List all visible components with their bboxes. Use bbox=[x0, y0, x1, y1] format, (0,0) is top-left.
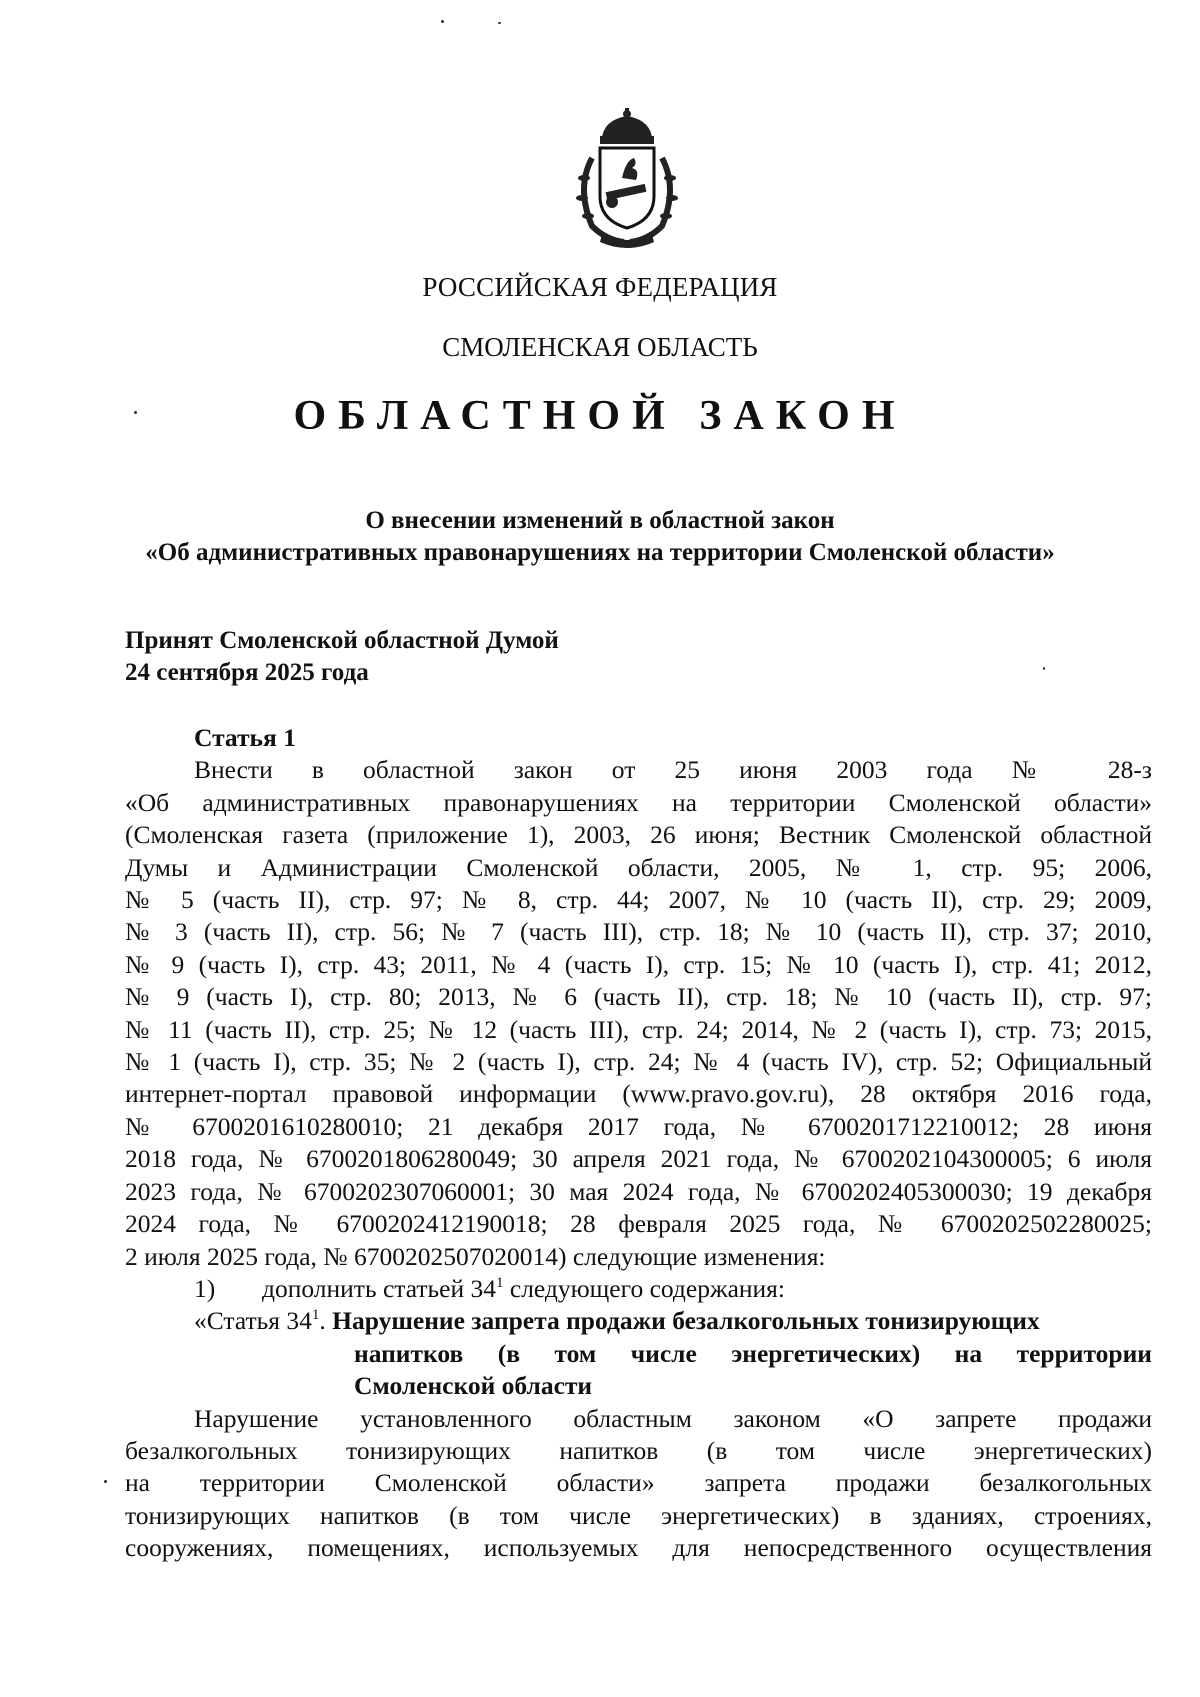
article-1-line: «Об административных правонарушениях на территории Смоленской области» bbox=[125, 787, 1152, 817]
article-1-line: 2018 года, № 6700201806280049; 30 апреля 2021 года, № 6700202104300005; 6 июля bbox=[125, 1144, 1152, 1174]
article-1-line: 2024 года, № 6700202412190018; 28 февраля 2025 года, № 6700202502280025; bbox=[125, 1209, 1152, 1239]
new-article-paragraph bbox=[125, 1403, 1152, 1565]
article-1-line: № 3 (часть II), стр. 56; № 7 (часть III), стр. 18; № 10 (часть II), стр. 37; 2010, bbox=[125, 917, 1152, 947]
article-1-line: № 9 (часть I), стр. 43; 2011, № 4 (часть I), стр. 15; № 10 (часть I), стр. 41; 2012, bbox=[125, 949, 1152, 979]
article-1 bbox=[125, 722, 1152, 1565]
coat-of-arms-emblem bbox=[562, 108, 692, 250]
article-1-line: интернет-портал правовой информации (www.pravo.gov.ru), 28 октября 2016 года, bbox=[125, 1079, 1152, 1109]
new-article-title bbox=[125, 1305, 1152, 1402]
article-1-line: № 6700201610280010; 21 декабря 2017 года, № 6700201712210012; 28 июня bbox=[125, 1111, 1152, 1141]
paragraph-line: сооружениях, помещениях, используемых для непосредственного осуществления bbox=[125, 1533, 1152, 1563]
amendment-item-text bbox=[262, 1274, 785, 1303]
amendment-text-before: дополнить статьей 34 bbox=[262, 1273, 496, 1303]
amendment-item-1 bbox=[125, 1273, 1152, 1305]
country-name: РОССИЙСКАЯ ФЕДЕРАЦИЯ bbox=[422, 272, 778, 302]
adoption-info bbox=[125, 625, 559, 689]
article-1-heading: Статья 1 bbox=[194, 723, 296, 752]
new-article-title-line-2: напитков (в том числе энергетических) на территории bbox=[354, 1338, 1152, 1368]
law-subject-line-1: О внесении изменений в областной закон bbox=[365, 507, 835, 534]
adopted-date: 24 сентября 2025 года bbox=[125, 659, 369, 686]
amendment-sup: 1 bbox=[496, 1274, 504, 1291]
law-subject-line-2: «Об административных правонарушениях на территории Смоленской области» bbox=[145, 539, 1055, 566]
adopted-by: Принят Смоленской областной Думой bbox=[125, 627, 559, 654]
new-article-label bbox=[194, 1305, 332, 1337]
paragraph-line: Нарушение установленного областным законом «О запрете продажи bbox=[194, 1403, 1152, 1433]
paragraph-line: тонизирующих напитков (в том числе энергетических) в зданиях, строениях, bbox=[125, 1500, 1152, 1530]
paragraph-line: безалкогольных тонизирующих напитков (в том числе энергетических) bbox=[125, 1435, 1152, 1465]
document-type: ОБЛАСТНОЙ ЗАКОН bbox=[293, 393, 907, 439]
article-1-line: № 11 (часть II), стр. 25; № 12 (часть III), стр. 24; 2014, № 2 (часть I), стр. 73; 2015, bbox=[125, 1014, 1152, 1044]
scan-speck bbox=[1043, 667, 1045, 670]
region-name: СМОЛЕНСКАЯ ОБЛАСТЬ bbox=[442, 332, 758, 362]
new-article-label-prefix: «Статья 34 bbox=[194, 1306, 312, 1336]
law-subject bbox=[0, 505, 1200, 569]
article-1-line: № 1 (часть I), стр. 35; № 2 (часть I), стр. 24; № 4 (часть IV), стр. 52; Официальный bbox=[125, 1047, 1152, 1077]
paragraph-line: на территории Смоленской области» запрета продажи безалкогольных bbox=[125, 1468, 1152, 1498]
article-1-line: Думы и Администрации Смоленской области, 2005, № 1, стр. 95; 2006, bbox=[125, 852, 1152, 882]
new-article-title-line-3: Смоленской области bbox=[354, 1371, 593, 1401]
scan-speck bbox=[441, 20, 444, 23]
article-1-line: № 5 (часть II), стр. 97; № 8, стр. 44; 2007, № 10 (часть II), стр. 29; 2009, bbox=[125, 885, 1152, 915]
article-1-line: 2023 года, № 6700202307060001; 30 мая 2024 года, № 6700202405300030; 19 декабря bbox=[125, 1176, 1152, 1206]
article-1-line: Внести в областной закон от 25 июня 2003 года № 28-з bbox=[194, 755, 1152, 785]
amendment-item-number: 1) bbox=[194, 1273, 216, 1303]
amendment-text-after: следующего содержания: bbox=[503, 1273, 785, 1303]
article-1-last-line: 2 июля 2025 года, № 6700202507020014) следующие изменения: bbox=[125, 1241, 826, 1271]
scan-speck bbox=[134, 411, 137, 414]
scan-speck bbox=[498, 22, 501, 24]
article-1-text bbox=[125, 754, 1152, 1240]
new-article-label-sup: 1 bbox=[311, 1307, 320, 1324]
new-article-title-line-1: Нарушение запрета продажи безалкогольных тонизирующих bbox=[332, 1306, 1040, 1336]
scan-speck bbox=[104, 1480, 107, 1483]
article-1-line: № 9 (часть I), стр. 80; 2013, № 6 (часть II), стр. 18; № 10 (часть II), стр. 97; bbox=[125, 982, 1152, 1012]
new-article-label-suffix: . bbox=[319, 1306, 333, 1336]
article-1-line: (Смоленская газета (приложение 1), 2003, 26 июня; Вестник Смоленской областной bbox=[125, 820, 1152, 850]
